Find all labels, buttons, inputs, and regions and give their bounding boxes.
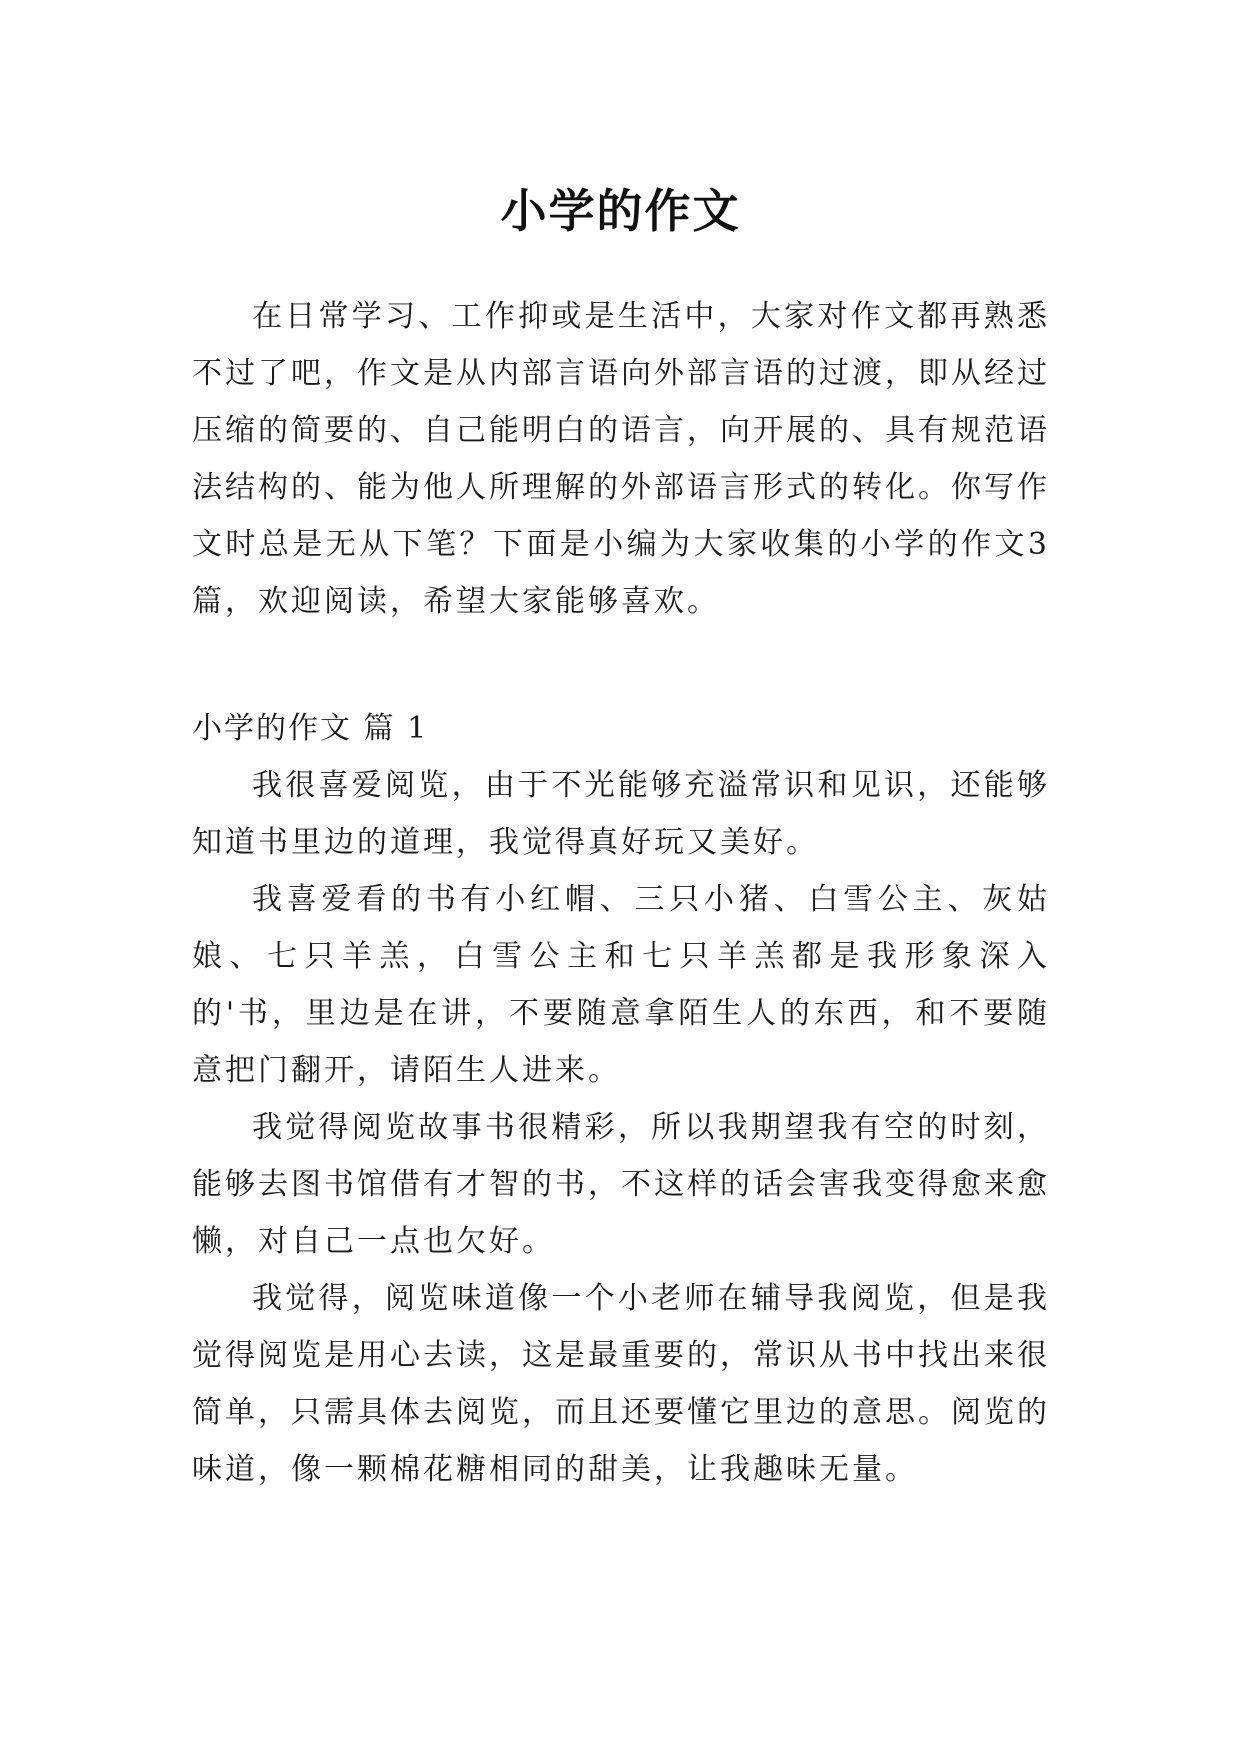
essay-paragraph-1: 我很喜爱阅览，由于不光能够充溢常识和见识，还能够知道书里边的道理，我觉得真好玩又美好。	[192, 768, 1050, 860]
intro-paragraph: 在日常学习、工作抑或是生活中，大家对作文都再熟悉不过了吧，作文是从内部言语向外部言语的过渡，即从经过压缩的简要的、自己能明白的语言，向开展的、具有规范语法结构的、能为他人所理解的外部语言形式的转化。你写作文时总是无从下笔？下面是小编为大家收集的小学的作文3篇，欢迎阅读，希望大家能够喜欢。	[192, 299, 1050, 619]
essay-paragraph-4: 我觉得，阅览味道像一个小老师在辅导我阅览，但是我觉得阅览是用心去读，这是最重要的，常识从书中找出来很简单，只需具体去阅览，而且还要懂它里边的意思。阅览的味道，像一颗棉花糖相同的甜美，让我趣味无量。	[192, 1281, 1050, 1487]
essay-paragraph-2: 我喜爱看的书有小红帽、三只小猪、白雪公主、灰姑娘、七只羊羔，白雪公主和七只羊羔都是我形象深入的'书，里边是在讲，不要随意拿陌生人的东西，和不要随意把门翻开，请陌生人进来。	[192, 882, 1050, 1088]
section-heading: 小学的作文 篇 1	[192, 711, 429, 746]
essay-section-1	[192, 700, 1050, 1498]
essay-paragraph-3: 我觉得阅览故事书很精彩，所以我期望我有空的时刻，能够去图书馆借有才智的书，不这样的话会害我变得愈来愈懒，对自己一点也欠好。	[192, 1110, 1050, 1259]
page-title: 小学的作文	[500, 183, 741, 238]
intro-block	[192, 288, 1050, 630]
